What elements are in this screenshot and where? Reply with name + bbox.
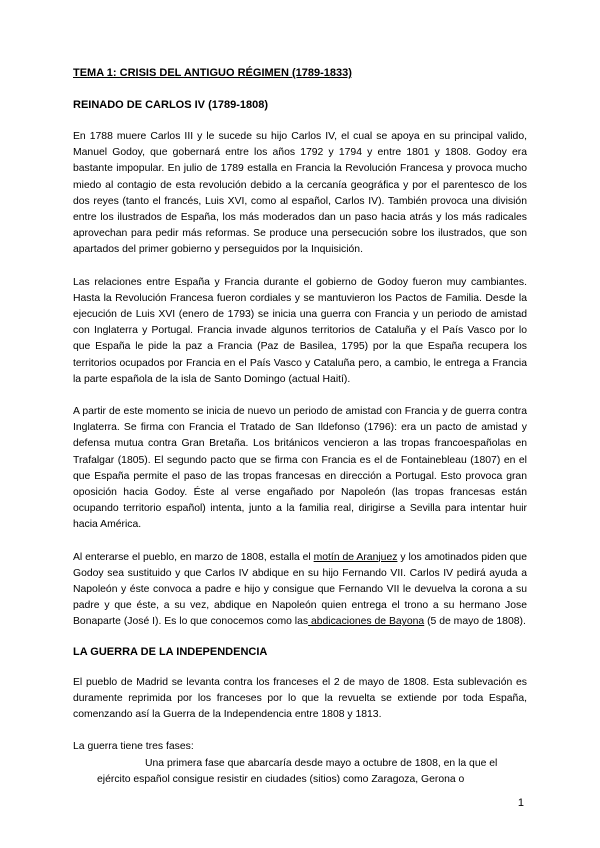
paragraph-4-part-3: (5 de mayo de 1808). — [424, 616, 526, 628]
paragraph-1: En 1788 muere Carlos III y le sucede su hijo Carlos IV, el cual se apoya en su principal valido, Manuel Godoy, que gobernará entre los años 1792 y 1794 y entre 1801 y 1808. Godoy era bastante impopular. En julio de 1789 estalla en Francia la Revolución Francesa y provoca mucho miedo al contagio de esta revolución debido a la cercanía geográfica y por el parentesco de los dos reyes (tanto el francés, Luis XVI, como al español, Carlos IV). También provoca una división entre los ilustrados de España, los más moderados dan un paso hacia atrás y los más radicales aprovechan para pedir más reformas. Se produce una persecución sobre los ilustrados, que son apartados del primer gobierno y perseguidos por la Inquisición. — [73, 131, 527, 256]
page-content — [73, 66, 527, 788]
document-title: TEMA 1: CRISIS DEL ANTIGUO RÉGIMEN (1789-1833) — [73, 67, 352, 79]
abdicaciones-de-bayona-link: abdicaciones de Bayona — [308, 616, 425, 628]
paragraph-3: A partir de este momento se inicia de nuevo un periodo de amistad con Francia y de guerra contra Inglaterra. Se firma con Francia el Tratado de San Ildefonso (1796): era un pacto de amistad y defensa mutua contra Gran Bretaña. Los británicos vencieron a las tropas francoespañolas en Trafalgar (1805). El segundo pacto que se firma con Francia es el de Fontainebleau (1807) en el que España permite el paso de las tropas francesas en dirección a Portugal. Esto provoca gran oposición hacia Godoy. Éste al verse engañado por Napoleón (las tropas francesas están ocupando territorio español) intenta, junto a la familia real, dirigirse a Sevilla para intentar huir hacia América. — [73, 406, 527, 531]
page-number: 1 — [517, 797, 524, 809]
paragraph-5: El pueblo de Madrid se levanta contra los franceses el 2 de mayo de 1808. Esta sublevación es duramente reprimida por los franceses por lo que la revuelta se extiende por toda España, comenzando así la Guerra de la Independencia entre 1808 y 1813. — [73, 676, 527, 721]
motin-de-aranjuez-link: motín de Aranjuez — [313, 551, 398, 563]
paragraph-4-part-2: y los amotinados piden que Godoy sea sustituido y que Carlos IV abdique en su hijo Fernando VII. Carlos IV pedirá ayuda a Napoleón y éste convoca a padre e hijo y consigue que Fernando VII le devuelva la corona a su padre y que éste, a su vez, abdique en Napoleón quien entrega el trono a su hermano Jose Bonaparte (José I). Es lo que conocemos como las — [73, 551, 527, 628]
paragraph-2: Las relaciones entre España y Francia durante el gobierno de Godoy fueron muy cambiantes. Hasta la Revolución Francesa fueron cordiales y se mantuvieron los Pactos de Familia. Desde la ejecución de Luis XVI (enero de 1793) se inicia una guerra con Francia y un periodo de amistad con Inglaterra y Portugal. Francia invade algunos territorios de Cataluña y el País Vasco por lo que España le pide la paz a Francia (Paz de Basilea, 1795) por la que España recupera los territorios ocupados por Francia en el País Vasco y Cataluña pero, a cambio, le entrega a Francia la parte española de la isla de Santo Domingo (actual Haití). — [73, 276, 527, 385]
section-heading-carlos-iv: REINADO DE CARLOS IV (1789-1808) — [73, 99, 268, 111]
paragraph-4-part-1: Al enterarse el pueblo, en marzo de 1808, estalla el — [73, 551, 314, 563]
section-heading-guerra-independencia: LA GUERRA DE LA INDEPENDENCIA — [73, 645, 268, 658]
paragraph-4 — [73, 550, 527, 631]
paragraph-7-line-1: Una primera fase que abarcaría desde mayo a octubre de 1808, en la que el — [145, 757, 498, 769]
paragraph-6: La guerra tiene tres fases: — [73, 741, 194, 753]
paragraph-7-line-2: ejército español consigue resistir en ciudades (sitios) como Zaragoza, Gerona o — [97, 773, 465, 785]
